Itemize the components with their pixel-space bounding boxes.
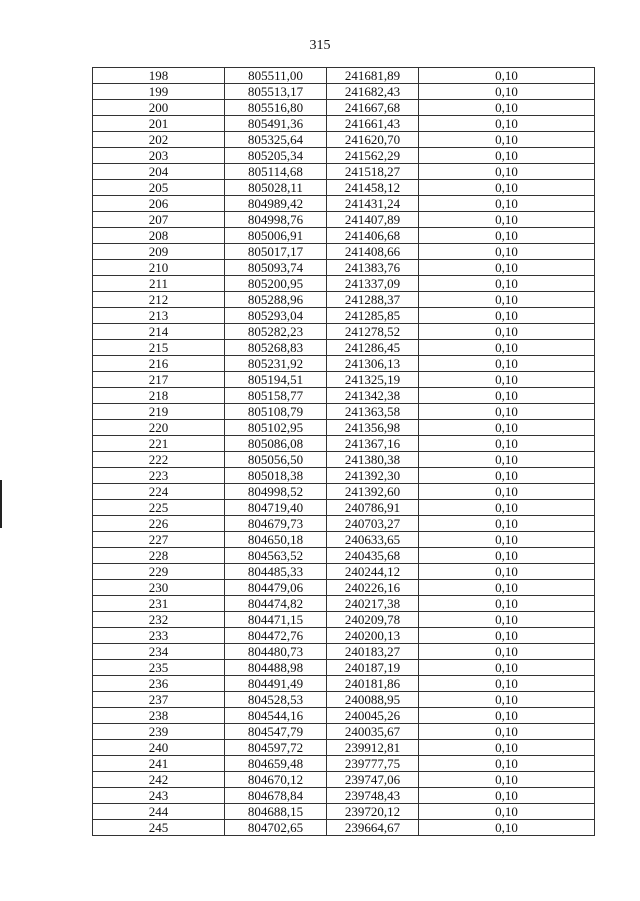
error-value-cell: 0,10 [419, 628, 595, 644]
y-coordinate-cell: 240244,12 [327, 564, 419, 580]
point-number-cell: 208 [93, 228, 225, 244]
y-coordinate-cell: 241278,52 [327, 324, 419, 340]
scan-edge-mark [0, 480, 2, 528]
point-number-cell: 206 [93, 196, 225, 212]
table-row [93, 628, 595, 644]
point-number-cell: 230 [93, 580, 225, 596]
x-coordinate-cell: 804474,82 [225, 596, 327, 612]
table-row [93, 484, 595, 500]
y-coordinate-cell: 241325,19 [327, 372, 419, 388]
point-number-cell: 225 [93, 500, 225, 516]
table-row [93, 452, 595, 468]
table-row [93, 644, 595, 660]
y-coordinate-cell: 241681,89 [327, 68, 419, 84]
x-coordinate-cell: 805325,64 [225, 132, 327, 148]
y-coordinate-cell: 240088,95 [327, 692, 419, 708]
x-coordinate-cell: 805018,38 [225, 468, 327, 484]
x-coordinate-cell: 804491,49 [225, 676, 327, 692]
error-value-cell: 0,10 [419, 612, 595, 628]
point-number-cell: 233 [93, 628, 225, 644]
y-coordinate-cell: 241288,37 [327, 292, 419, 308]
y-coordinate-cell: 241406,68 [327, 228, 419, 244]
point-number-cell: 231 [93, 596, 225, 612]
error-value-cell: 0,10 [419, 132, 595, 148]
point-number-cell: 214 [93, 324, 225, 340]
x-coordinate-cell: 804488,98 [225, 660, 327, 676]
error-value-cell: 0,10 [419, 644, 595, 660]
x-coordinate-cell: 805491,36 [225, 116, 327, 132]
error-value-cell: 0,10 [419, 244, 595, 260]
error-value-cell: 0,10 [419, 532, 595, 548]
y-coordinate-cell: 240045,26 [327, 708, 419, 724]
table-row [93, 772, 595, 788]
table-row [93, 596, 595, 612]
table-row [93, 516, 595, 532]
x-coordinate-cell: 804471,15 [225, 612, 327, 628]
y-coordinate-cell: 241383,76 [327, 260, 419, 276]
x-coordinate-cell: 805056,50 [225, 452, 327, 468]
y-coordinate-cell: 241306,13 [327, 356, 419, 372]
error-value-cell: 0,10 [419, 548, 595, 564]
x-coordinate-cell: 804688,15 [225, 804, 327, 820]
error-value-cell: 0,10 [419, 740, 595, 756]
error-value-cell: 0,10 [419, 484, 595, 500]
table-row [93, 356, 595, 372]
error-value-cell: 0,10 [419, 580, 595, 596]
point-number-cell: 201 [93, 116, 225, 132]
coordinates-table [92, 67, 595, 836]
point-number-cell: 223 [93, 468, 225, 484]
table-row [93, 244, 595, 260]
y-coordinate-cell: 240209,78 [327, 612, 419, 628]
point-number-cell: 216 [93, 356, 225, 372]
error-value-cell: 0,10 [419, 148, 595, 164]
point-number-cell: 212 [93, 292, 225, 308]
x-coordinate-cell: 805205,34 [225, 148, 327, 164]
y-coordinate-cell: 241392,60 [327, 484, 419, 500]
point-number-cell: 213 [93, 308, 225, 324]
x-coordinate-cell: 804597,72 [225, 740, 327, 756]
point-number-cell: 211 [93, 276, 225, 292]
table-row [93, 788, 595, 804]
y-coordinate-cell: 241363,58 [327, 404, 419, 420]
table-row [93, 212, 595, 228]
x-coordinate-cell: 804547,79 [225, 724, 327, 740]
point-number-cell: 199 [93, 84, 225, 100]
table-row [93, 692, 595, 708]
point-number-cell: 203 [93, 148, 225, 164]
y-coordinate-cell: 240703,27 [327, 516, 419, 532]
y-coordinate-cell: 240226,16 [327, 580, 419, 596]
y-coordinate-cell: 241392,30 [327, 468, 419, 484]
point-number-cell: 239 [93, 724, 225, 740]
point-number-cell: 237 [93, 692, 225, 708]
point-number-cell: 227 [93, 532, 225, 548]
y-coordinate-cell: 241342,38 [327, 388, 419, 404]
point-number-cell: 240 [93, 740, 225, 756]
x-coordinate-cell: 805282,23 [225, 324, 327, 340]
error-value-cell: 0,10 [419, 68, 595, 84]
error-value-cell: 0,10 [419, 356, 595, 372]
point-number-cell: 204 [93, 164, 225, 180]
x-coordinate-cell: 805158,77 [225, 388, 327, 404]
error-value-cell: 0,10 [419, 468, 595, 484]
error-value-cell: 0,10 [419, 340, 595, 356]
x-coordinate-cell: 804989,42 [225, 196, 327, 212]
error-value-cell: 0,10 [419, 500, 595, 516]
point-number-cell: 220 [93, 420, 225, 436]
x-coordinate-cell: 804998,76 [225, 212, 327, 228]
point-number-cell: 243 [93, 788, 225, 804]
x-coordinate-cell: 804563,52 [225, 548, 327, 564]
table-row [93, 660, 595, 676]
x-coordinate-cell: 804485,33 [225, 564, 327, 580]
page-number: 315 [309, 38, 331, 53]
table-row [93, 564, 595, 580]
y-coordinate-cell: 239664,67 [327, 820, 419, 836]
error-value-cell: 0,10 [419, 724, 595, 740]
error-value-cell: 0,10 [419, 260, 595, 276]
point-number-cell: 235 [93, 660, 225, 676]
x-coordinate-cell: 804480,73 [225, 644, 327, 660]
error-value-cell: 0,10 [419, 708, 595, 724]
error-value-cell: 0,10 [419, 164, 595, 180]
error-value-cell: 0,10 [419, 100, 595, 116]
y-coordinate-cell: 241337,09 [327, 276, 419, 292]
point-number-cell: 215 [93, 340, 225, 356]
table-row [93, 196, 595, 212]
table-row [93, 740, 595, 756]
point-number-cell: 224 [93, 484, 225, 500]
table-row [93, 468, 595, 484]
x-coordinate-cell: 805017,17 [225, 244, 327, 260]
x-coordinate-cell: 804719,40 [225, 500, 327, 516]
error-value-cell: 0,10 [419, 276, 595, 292]
y-coordinate-cell: 241407,89 [327, 212, 419, 228]
y-coordinate-cell: 241682,43 [327, 84, 419, 100]
x-coordinate-cell: 804544,16 [225, 708, 327, 724]
table-row [93, 420, 595, 436]
y-coordinate-cell: 241408,66 [327, 244, 419, 260]
error-value-cell: 0,10 [419, 516, 595, 532]
point-number-cell: 217 [93, 372, 225, 388]
point-number-cell: 241 [93, 756, 225, 772]
error-value-cell: 0,10 [419, 388, 595, 404]
error-value-cell: 0,10 [419, 180, 595, 196]
point-number-cell: 200 [93, 100, 225, 116]
table-row [93, 260, 595, 276]
table-row [93, 340, 595, 356]
y-coordinate-cell: 241562,29 [327, 148, 419, 164]
y-coordinate-cell: 241285,85 [327, 308, 419, 324]
error-value-cell: 0,10 [419, 452, 595, 468]
point-number-cell: 219 [93, 404, 225, 420]
x-coordinate-cell: 805293,04 [225, 308, 327, 324]
table-row [93, 132, 595, 148]
error-value-cell: 0,10 [419, 788, 595, 804]
table-row [93, 532, 595, 548]
x-coordinate-cell: 805516,80 [225, 100, 327, 116]
table-row [93, 276, 595, 292]
x-coordinate-cell: 805114,68 [225, 164, 327, 180]
y-coordinate-cell: 240200,13 [327, 628, 419, 644]
table-row [93, 372, 595, 388]
x-coordinate-cell: 805093,74 [225, 260, 327, 276]
point-number-cell: 236 [93, 676, 225, 692]
table-row [93, 708, 595, 724]
error-value-cell: 0,10 [419, 564, 595, 580]
x-coordinate-cell: 804998,52 [225, 484, 327, 500]
point-number-cell: 218 [93, 388, 225, 404]
table-row [93, 68, 595, 84]
table-row [93, 500, 595, 516]
point-number-cell: 242 [93, 772, 225, 788]
y-coordinate-cell: 241367,16 [327, 436, 419, 452]
error-value-cell: 0,10 [419, 420, 595, 436]
table-row [93, 436, 595, 452]
x-coordinate-cell: 805268,83 [225, 340, 327, 356]
point-number-cell: 209 [93, 244, 225, 260]
error-value-cell: 0,10 [419, 692, 595, 708]
y-coordinate-cell: 239747,06 [327, 772, 419, 788]
point-number-cell: 238 [93, 708, 225, 724]
table-row [93, 180, 595, 196]
table-row [93, 804, 595, 820]
table-row [93, 388, 595, 404]
x-coordinate-cell: 804679,73 [225, 516, 327, 532]
table-row [93, 148, 595, 164]
table-row [93, 308, 595, 324]
error-value-cell: 0,10 [419, 292, 595, 308]
table-row [93, 756, 595, 772]
table-row [93, 116, 595, 132]
error-value-cell: 0,10 [419, 676, 595, 692]
x-coordinate-cell: 804678,84 [225, 788, 327, 804]
table-row [93, 292, 595, 308]
table-row [93, 724, 595, 740]
x-coordinate-cell: 805108,79 [225, 404, 327, 420]
x-coordinate-cell: 804479,06 [225, 580, 327, 596]
point-number-cell: 228 [93, 548, 225, 564]
x-coordinate-cell: 804670,12 [225, 772, 327, 788]
table-row [93, 164, 595, 180]
x-coordinate-cell: 805102,95 [225, 420, 327, 436]
table-row [93, 84, 595, 100]
y-coordinate-cell: 240786,91 [327, 500, 419, 516]
table-row [93, 580, 595, 596]
error-value-cell: 0,10 [419, 756, 595, 772]
point-number-cell: 244 [93, 804, 225, 820]
point-number-cell: 198 [93, 68, 225, 84]
y-coordinate-cell: 241518,27 [327, 164, 419, 180]
table-row [93, 404, 595, 420]
x-coordinate-cell: 804659,48 [225, 756, 327, 772]
x-coordinate-cell: 804472,76 [225, 628, 327, 644]
error-value-cell: 0,10 [419, 228, 595, 244]
table-row [93, 228, 595, 244]
error-value-cell: 0,10 [419, 212, 595, 228]
y-coordinate-cell: 239748,43 [327, 788, 419, 804]
y-coordinate-cell: 240187,19 [327, 660, 419, 676]
error-value-cell: 0,10 [419, 436, 595, 452]
y-coordinate-cell: 241380,38 [327, 452, 419, 468]
x-coordinate-cell: 805288,96 [225, 292, 327, 308]
y-coordinate-cell: 241431,24 [327, 196, 419, 212]
point-number-cell: 221 [93, 436, 225, 452]
y-coordinate-cell: 240633,65 [327, 532, 419, 548]
x-coordinate-cell: 804702,65 [225, 820, 327, 836]
x-coordinate-cell: 805194,51 [225, 372, 327, 388]
y-coordinate-cell: 239912,81 [327, 740, 419, 756]
y-coordinate-cell: 240035,67 [327, 724, 419, 740]
x-coordinate-cell: 805028,11 [225, 180, 327, 196]
error-value-cell: 0,10 [419, 804, 595, 820]
point-number-cell: 222 [93, 452, 225, 468]
y-coordinate-cell: 240181,86 [327, 676, 419, 692]
x-coordinate-cell: 805513,17 [225, 84, 327, 100]
x-coordinate-cell: 805006,91 [225, 228, 327, 244]
y-coordinate-cell: 241667,68 [327, 100, 419, 116]
y-coordinate-cell: 239720,12 [327, 804, 419, 820]
x-coordinate-cell: 804528,53 [225, 692, 327, 708]
table-row [93, 324, 595, 340]
coordinates-table-body [93, 68, 595, 836]
point-number-cell: 234 [93, 644, 225, 660]
error-value-cell: 0,10 [419, 196, 595, 212]
x-coordinate-cell: 805086,08 [225, 436, 327, 452]
table-row [93, 676, 595, 692]
y-coordinate-cell: 240435,68 [327, 548, 419, 564]
error-value-cell: 0,10 [419, 116, 595, 132]
y-coordinate-cell: 239777,75 [327, 756, 419, 772]
error-value-cell: 0,10 [419, 308, 595, 324]
y-coordinate-cell: 241620,70 [327, 132, 419, 148]
point-number-cell: 202 [93, 132, 225, 148]
x-coordinate-cell: 805231,92 [225, 356, 327, 372]
table-row [93, 548, 595, 564]
error-value-cell: 0,10 [419, 660, 595, 676]
x-coordinate-cell: 804650,18 [225, 532, 327, 548]
point-number-cell: 207 [93, 212, 225, 228]
x-coordinate-cell: 805511,00 [225, 68, 327, 84]
error-value-cell: 0,10 [419, 820, 595, 836]
y-coordinate-cell: 241286,45 [327, 340, 419, 356]
error-value-cell: 0,10 [419, 596, 595, 612]
table-row [93, 820, 595, 836]
point-number-cell: 210 [93, 260, 225, 276]
y-coordinate-cell: 240217,38 [327, 596, 419, 612]
point-number-cell: 232 [93, 612, 225, 628]
x-coordinate-cell: 805200,95 [225, 276, 327, 292]
point-number-cell: 226 [93, 516, 225, 532]
table-row [93, 100, 595, 116]
y-coordinate-cell: 241458,12 [327, 180, 419, 196]
point-number-cell: 205 [93, 180, 225, 196]
y-coordinate-cell: 240183,27 [327, 644, 419, 660]
point-number-cell: 245 [93, 820, 225, 836]
y-coordinate-cell: 241661,43 [327, 116, 419, 132]
error-value-cell: 0,10 [419, 324, 595, 340]
table-row [93, 612, 595, 628]
error-value-cell: 0,10 [419, 372, 595, 388]
point-number-cell: 229 [93, 564, 225, 580]
y-coordinate-cell: 241356,98 [327, 420, 419, 436]
error-value-cell: 0,10 [419, 404, 595, 420]
error-value-cell: 0,10 [419, 84, 595, 100]
error-value-cell: 0,10 [419, 772, 595, 788]
